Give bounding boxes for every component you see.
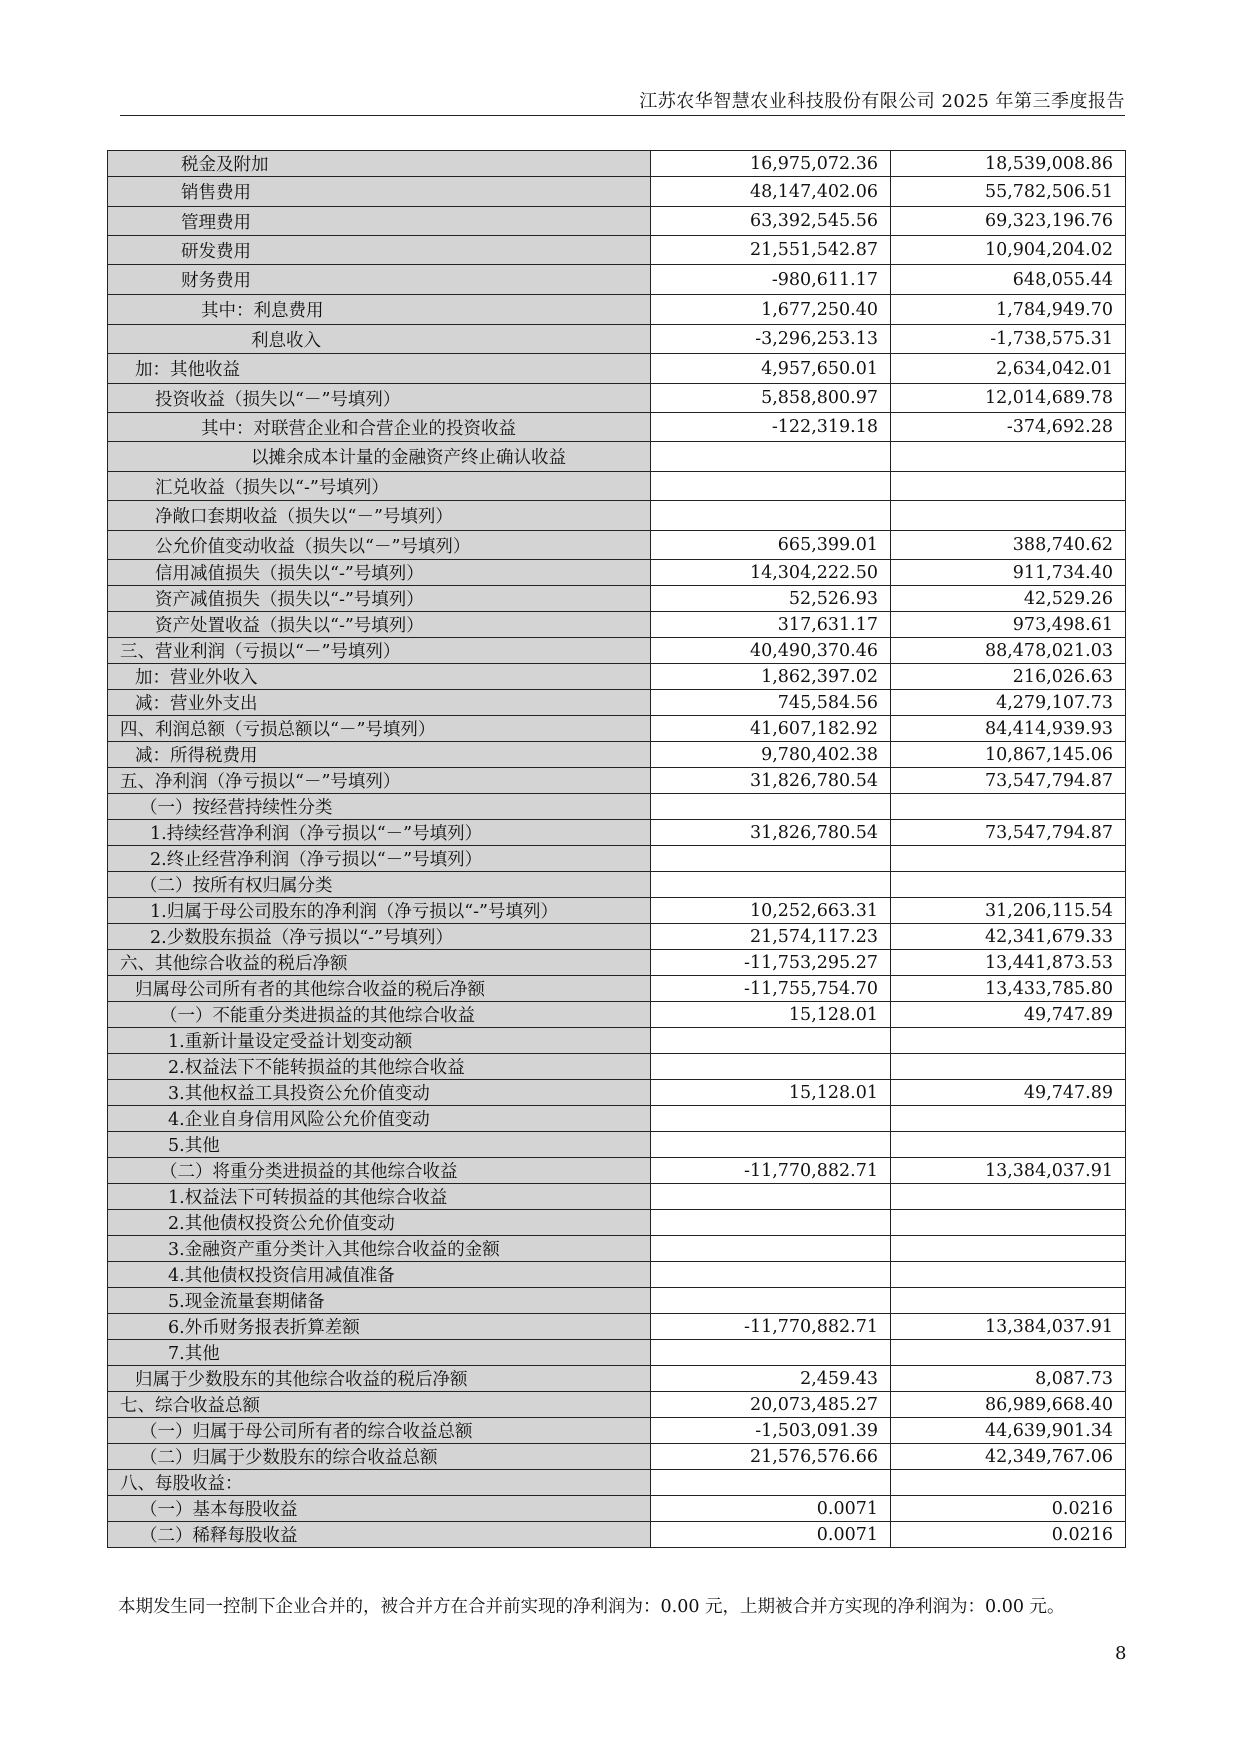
previous-period-value bbox=[891, 794, 1126, 820]
current-period-value bbox=[651, 1236, 891, 1262]
previous-period-value: 73,547,794.87 bbox=[891, 820, 1126, 846]
table-row bbox=[108, 151, 1126, 177]
table-row bbox=[108, 976, 1126, 1002]
row-label: 资产处置收益（损失以“-”号填列） bbox=[108, 612, 651, 638]
row-label: 归属母公司所有者的其他综合收益的税后净额 bbox=[108, 976, 651, 1002]
table-row bbox=[108, 924, 1126, 950]
previous-period-value: 31,206,115.54 bbox=[891, 898, 1126, 924]
previous-period-value bbox=[891, 1106, 1126, 1132]
table-row bbox=[108, 586, 1126, 612]
table-row bbox=[108, 690, 1126, 716]
previous-period-value bbox=[891, 1184, 1126, 1210]
table-row bbox=[108, 384, 1126, 413]
previous-period-value: 55,782,506.51 bbox=[891, 177, 1126, 207]
current-period-value: 4,957,650.01 bbox=[651, 354, 891, 384]
table-row bbox=[108, 1132, 1126, 1158]
row-label: 2.权益法下不能转损益的其他综合收益 bbox=[108, 1054, 651, 1080]
table-row bbox=[108, 1418, 1126, 1444]
previous-period-value: 1,784,949.70 bbox=[891, 295, 1126, 325]
current-period-value: 1,862,397.02 bbox=[651, 664, 891, 690]
row-label: 五、净利润（净亏损以“－”号填列） bbox=[108, 768, 651, 794]
current-period-value: 2,459.43 bbox=[651, 1366, 891, 1392]
previous-period-value: 10,904,204.02 bbox=[891, 236, 1126, 265]
table-row bbox=[108, 1288, 1126, 1314]
previous-period-value: 13,433,785.80 bbox=[891, 976, 1126, 1002]
current-period-value: 63,392,545.56 bbox=[651, 207, 891, 236]
row-label: 四、利润总额（亏损总额以“－”号填列） bbox=[108, 716, 651, 742]
current-period-value: -11,755,754.70 bbox=[651, 976, 891, 1002]
current-period-value: 0.0071 bbox=[651, 1522, 891, 1548]
row-label: 5.现金流量套期储备 bbox=[108, 1288, 651, 1314]
current-period-value: 665,399.01 bbox=[651, 531, 891, 560]
row-label: 八、每股收益： bbox=[108, 1470, 651, 1496]
table-row bbox=[108, 354, 1126, 384]
row-label: 6.外币财务报表折算差额 bbox=[108, 1314, 651, 1340]
table-row bbox=[108, 1002, 1126, 1028]
current-period-value bbox=[651, 501, 891, 531]
row-label: 其中：利息费用 bbox=[108, 295, 651, 325]
row-label: 4.企业自身信用风险公允价值变动 bbox=[108, 1106, 651, 1132]
table-row bbox=[108, 413, 1126, 442]
row-label: 信用减值损失（损失以“-”号填列） bbox=[108, 560, 651, 586]
table-row bbox=[108, 501, 1126, 531]
row-label: 利息收入 bbox=[108, 325, 651, 354]
row-label: 六、其他综合收益的税后净额 bbox=[108, 950, 651, 976]
table-row bbox=[108, 846, 1126, 872]
current-period-value bbox=[651, 1262, 891, 1288]
row-label: （一）不能重分类进损益的其他综合收益 bbox=[108, 1002, 651, 1028]
current-period-value: 15,128.01 bbox=[651, 1002, 891, 1028]
current-period-value: 48,147,402.06 bbox=[651, 177, 891, 207]
table-row bbox=[108, 1158, 1126, 1184]
previous-period-value: 648,055.44 bbox=[891, 265, 1126, 295]
current-period-value bbox=[651, 1288, 891, 1314]
row-label: （二）稀释每股收益 bbox=[108, 1522, 651, 1548]
row-label: 2.其他债权投资公允价值变动 bbox=[108, 1210, 651, 1236]
previous-period-value bbox=[891, 1470, 1126, 1496]
row-label: （二）按所有权归属分类 bbox=[108, 872, 651, 898]
row-label: 7.其他 bbox=[108, 1340, 651, 1366]
previous-period-value: 73,547,794.87 bbox=[891, 768, 1126, 794]
current-period-value: 10,252,663.31 bbox=[651, 898, 891, 924]
table-row bbox=[108, 207, 1126, 236]
table-row bbox=[108, 1210, 1126, 1236]
current-period-value: 0.0071 bbox=[651, 1496, 891, 1522]
current-period-value bbox=[651, 1340, 891, 1366]
current-period-value: 41,607,182.92 bbox=[651, 716, 891, 742]
current-period-value bbox=[651, 1210, 891, 1236]
previous-period-value: 84,414,939.93 bbox=[891, 716, 1126, 742]
table-row bbox=[108, 472, 1126, 501]
previous-period-value: 911,734.40 bbox=[891, 560, 1126, 586]
table-row bbox=[108, 872, 1126, 898]
previous-period-value: 42,349,767.06 bbox=[891, 1444, 1126, 1470]
current-period-value: 14,304,222.50 bbox=[651, 560, 891, 586]
previous-period-value: 13,384,037.91 bbox=[891, 1158, 1126, 1184]
row-label: 其中：对联营企业和合营企业的投资收益 bbox=[108, 413, 651, 442]
row-label: 加：其他收益 bbox=[108, 354, 651, 384]
table-row bbox=[108, 898, 1126, 924]
table-row bbox=[108, 1184, 1126, 1210]
current-period-value bbox=[651, 472, 891, 501]
row-label: 净敞口套期收益（损失以“－”号填列） bbox=[108, 501, 651, 531]
previous-period-value: 12,014,689.78 bbox=[891, 384, 1126, 413]
table-row bbox=[108, 1314, 1126, 1340]
previous-period-value: 49,747.89 bbox=[891, 1080, 1126, 1106]
table-row bbox=[108, 177, 1126, 207]
table-row bbox=[108, 236, 1126, 265]
row-label: 加：营业外收入 bbox=[108, 664, 651, 690]
table-row bbox=[108, 531, 1126, 560]
table-row bbox=[108, 265, 1126, 295]
table-row bbox=[108, 612, 1126, 638]
previous-period-value: -1,738,575.31 bbox=[891, 325, 1126, 354]
row-label: 公允价值变动收益（损失以“－”号填列） bbox=[108, 531, 651, 560]
previous-period-value bbox=[891, 1236, 1126, 1262]
row-label: 2.终止经营净利润（净亏损以“－”号填列） bbox=[108, 846, 651, 872]
current-period-value: 31,826,780.54 bbox=[651, 768, 891, 794]
current-period-value: -11,753,295.27 bbox=[651, 950, 891, 976]
row-label: 减：营业外支出 bbox=[108, 690, 651, 716]
row-label: 税金及附加 bbox=[108, 151, 651, 177]
table-row bbox=[108, 768, 1126, 794]
row-label: 七、综合收益总额 bbox=[108, 1392, 651, 1418]
table-row bbox=[108, 1054, 1126, 1080]
current-period-value bbox=[651, 1132, 891, 1158]
row-label: 1.持续经营净利润（净亏损以“－”号填列） bbox=[108, 820, 651, 846]
table-row bbox=[108, 1262, 1126, 1288]
previous-period-value: 88,478,021.03 bbox=[891, 638, 1126, 664]
table-row bbox=[108, 794, 1126, 820]
table-row bbox=[108, 325, 1126, 354]
table-row bbox=[108, 1080, 1126, 1106]
footnote: 本期发生同一控制下企业合并的，被合并方在合并前实现的净利润为：0.00 元，上期被合并方实现的净利润为：0.00 元。 bbox=[118, 1597, 1065, 1617]
previous-period-value: 8,087.73 bbox=[891, 1366, 1126, 1392]
current-period-value bbox=[651, 1470, 891, 1496]
previous-period-value: 13,441,873.53 bbox=[891, 950, 1126, 976]
current-period-value bbox=[651, 1054, 891, 1080]
page-header bbox=[120, 85, 1125, 116]
previous-period-value: 18,539,008.86 bbox=[891, 151, 1126, 177]
current-period-value bbox=[651, 1028, 891, 1054]
previous-period-value: 86,989,668.40 bbox=[891, 1392, 1126, 1418]
table-row bbox=[108, 1496, 1126, 1522]
table-row bbox=[108, 1340, 1126, 1366]
previous-period-value bbox=[891, 472, 1126, 501]
table-row bbox=[108, 1236, 1126, 1262]
previous-period-value: 69,323,196.76 bbox=[891, 207, 1126, 236]
table-row bbox=[108, 295, 1126, 325]
row-label: 管理费用 bbox=[108, 207, 651, 236]
previous-period-value bbox=[891, 1028, 1126, 1054]
row-label: 销售费用 bbox=[108, 177, 651, 207]
row-label: （一）归属于母公司所有者的综合收益总额 bbox=[108, 1418, 651, 1444]
previous-period-value: 49,747.89 bbox=[891, 1002, 1126, 1028]
table-row bbox=[108, 1470, 1126, 1496]
table-row bbox=[108, 1366, 1126, 1392]
previous-period-value bbox=[891, 846, 1126, 872]
previous-period-value: 10,867,145.06 bbox=[891, 742, 1126, 768]
table-row bbox=[108, 1522, 1126, 1548]
previous-period-value bbox=[891, 1054, 1126, 1080]
row-label: （一）按经营持续性分类 bbox=[108, 794, 651, 820]
row-label: 三、营业利润（亏损以“－”号填列） bbox=[108, 638, 651, 664]
previous-period-value: 0.0216 bbox=[891, 1496, 1126, 1522]
row-label: 汇兑收益（损失以“-”号填列） bbox=[108, 472, 651, 501]
current-period-value bbox=[651, 1184, 891, 1210]
current-period-value bbox=[651, 872, 891, 898]
previous-period-value: 2,634,042.01 bbox=[891, 354, 1126, 384]
row-label: 财务费用 bbox=[108, 265, 651, 295]
row-label: 投资收益（损失以“－”号填列） bbox=[108, 384, 651, 413]
row-label: 1.归属于母公司股东的净利润（净亏损以“-”号填列） bbox=[108, 898, 651, 924]
previous-period-value bbox=[891, 501, 1126, 531]
previous-period-value: 0.0216 bbox=[891, 1522, 1126, 1548]
table-row bbox=[108, 1392, 1126, 1418]
current-period-value: 40,490,370.46 bbox=[651, 638, 891, 664]
current-period-value bbox=[651, 1106, 891, 1132]
row-label: 1.权益法下可转损益的其他综合收益 bbox=[108, 1184, 651, 1210]
table-row bbox=[108, 638, 1126, 664]
previous-period-value: 216,026.63 bbox=[891, 664, 1126, 690]
current-period-value: -1,503,091.39 bbox=[651, 1418, 891, 1444]
current-period-value: 9,780,402.38 bbox=[651, 742, 891, 768]
row-label: （一）基本每股收益 bbox=[108, 1496, 651, 1522]
current-period-value: 1,677,250.40 bbox=[651, 295, 891, 325]
income-statement-table bbox=[107, 150, 1126, 1548]
row-label: 资产减值损失（损失以“-”号填列） bbox=[108, 586, 651, 612]
current-period-value: 21,574,117.23 bbox=[651, 924, 891, 950]
row-label: 2.少数股东损益（净亏损以“-”号填列） bbox=[108, 924, 651, 950]
row-label: 3.其他权益工具投资公允价值变动 bbox=[108, 1080, 651, 1106]
previous-period-value bbox=[891, 442, 1126, 472]
current-period-value: -3,296,253.13 bbox=[651, 325, 891, 354]
current-period-value: 5,858,800.97 bbox=[651, 384, 891, 413]
previous-period-value bbox=[891, 1210, 1126, 1236]
previous-period-value bbox=[891, 1340, 1126, 1366]
current-period-value: -980,611.17 bbox=[651, 265, 891, 295]
current-period-value: 16,975,072.36 bbox=[651, 151, 891, 177]
row-label: 减：所得税费用 bbox=[108, 742, 651, 768]
table-row bbox=[108, 716, 1126, 742]
previous-period-value: 388,740.62 bbox=[891, 531, 1126, 560]
previous-period-value: 42,341,679.33 bbox=[891, 924, 1126, 950]
row-label: 研发费用 bbox=[108, 236, 651, 265]
current-period-value: 52,526.93 bbox=[651, 586, 891, 612]
current-period-value: 21,551,542.87 bbox=[651, 236, 891, 265]
previous-period-value bbox=[891, 1262, 1126, 1288]
previous-period-value bbox=[891, 872, 1126, 898]
table-row bbox=[108, 664, 1126, 690]
current-period-value: 21,576,576.66 bbox=[651, 1444, 891, 1470]
previous-period-value: -374,692.28 bbox=[891, 413, 1126, 442]
table-row bbox=[108, 560, 1126, 586]
previous-period-value: 973,498.61 bbox=[891, 612, 1126, 638]
current-period-value bbox=[651, 442, 891, 472]
table-row bbox=[108, 1028, 1126, 1054]
table-row bbox=[108, 950, 1126, 976]
current-period-value bbox=[651, 794, 891, 820]
row-label: 以摊余成本计量的金融资产终止确认收益 bbox=[108, 442, 651, 472]
current-period-value bbox=[651, 846, 891, 872]
page-number: 8 bbox=[1115, 1643, 1127, 1664]
row-label: 1.重新计量设定受益计划变动额 bbox=[108, 1028, 651, 1054]
current-period-value: 317,631.17 bbox=[651, 612, 891, 638]
current-period-value: 745,584.56 bbox=[651, 690, 891, 716]
row-label: （二）归属于少数股东的综合收益总额 bbox=[108, 1444, 651, 1470]
table-row bbox=[108, 442, 1126, 472]
row-label: （二）将重分类进损益的其他综合收益 bbox=[108, 1158, 651, 1184]
row-label: 4.其他债权投资信用减值准备 bbox=[108, 1262, 651, 1288]
previous-period-value: 44,639,901.34 bbox=[891, 1418, 1126, 1444]
current-period-value: -11,770,882.71 bbox=[651, 1158, 891, 1184]
row-label: 3.金融资产重分类计入其他综合收益的金额 bbox=[108, 1236, 651, 1262]
report-title: 江苏农华智慧农业科技股份有限公司 2025 年第三季度报告 bbox=[639, 91, 1125, 112]
row-label: 归属于少数股东的其他综合收益的税后净额 bbox=[108, 1366, 651, 1392]
table-row bbox=[108, 742, 1126, 768]
current-period-value: 31,826,780.54 bbox=[651, 820, 891, 846]
current-period-value: 15,128.01 bbox=[651, 1080, 891, 1106]
current-period-value: -11,770,882.71 bbox=[651, 1314, 891, 1340]
previous-period-value: 13,384,037.91 bbox=[891, 1314, 1126, 1340]
previous-period-value bbox=[891, 1288, 1126, 1314]
previous-period-value: 4,279,107.73 bbox=[891, 690, 1126, 716]
current-period-value: 20,073,485.27 bbox=[651, 1392, 891, 1418]
table-row bbox=[108, 820, 1126, 846]
row-label: 5.其他 bbox=[108, 1132, 651, 1158]
table-row bbox=[108, 1444, 1126, 1470]
previous-period-value: 42,529.26 bbox=[891, 586, 1126, 612]
current-period-value: -122,319.18 bbox=[651, 413, 891, 442]
previous-period-value bbox=[891, 1132, 1126, 1158]
table-row bbox=[108, 1106, 1126, 1132]
